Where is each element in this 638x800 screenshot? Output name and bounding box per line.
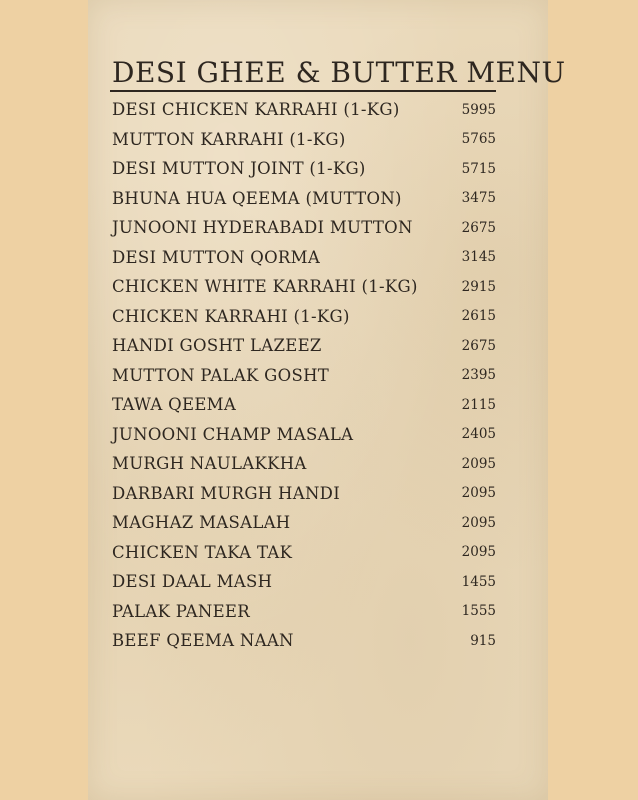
item-price: 2095 [461, 514, 496, 531]
item-price: 3475 [461, 190, 496, 207]
menu-item [112, 597, 498, 627]
menu-item [112, 538, 498, 568]
item-name: JUNOONI CHAMP MASALA [112, 424, 354, 444]
menu-item [112, 479, 498, 509]
item-price: 3145 [461, 249, 496, 266]
item-name: CHICKEN KARRAHI (1-KG) [112, 306, 350, 326]
menu-item [112, 508, 498, 538]
item-name: MURGH NAULAKKHA [112, 454, 307, 474]
menu-item [112, 95, 498, 125]
item-price: 5715 [461, 160, 496, 177]
menu-item [112, 361, 498, 391]
menu-item [112, 567, 498, 597]
item-price: 2095 [461, 485, 496, 502]
item-price: 2115 [461, 396, 496, 413]
item-name: CHICKEN TAKA TAK [112, 542, 293, 562]
menu-list [112, 95, 498, 656]
item-price: 2615 [461, 308, 496, 325]
menu-item [112, 125, 498, 155]
item-price: 2095 [461, 544, 496, 561]
item-price: 2675 [461, 219, 496, 236]
item-name: JUNOONI HYDERABADI MUTTON [112, 218, 413, 238]
item-name: PALAK PANEER [112, 601, 251, 621]
menu-title: DESI GHEE & BUTTER MENU [112, 56, 566, 89]
title-underline [110, 90, 496, 92]
item-price: 5995 [461, 101, 496, 118]
item-name: DESI MUTTON QORMA [112, 247, 321, 267]
item-price: 1455 [461, 573, 496, 590]
item-price: 2405 [461, 426, 496, 443]
item-price: 5765 [461, 131, 496, 148]
menu-item [112, 154, 498, 184]
item-price: 2095 [461, 455, 496, 472]
item-name: HANDI GOSHT LAZEEZ [112, 336, 322, 356]
menu-item [112, 449, 498, 479]
menu-item [112, 213, 498, 243]
item-price: 2395 [461, 367, 496, 384]
item-price: 915 [470, 632, 496, 649]
menu-item [112, 626, 498, 656]
item-name: CHICKEN WHITE KARRAHI (1-KG) [112, 277, 418, 297]
item-name: DESI DAAL MASH [112, 572, 273, 592]
item-price: 1555 [461, 603, 496, 620]
item-price: 2915 [461, 278, 496, 295]
menu-item [112, 243, 498, 273]
menu-item [112, 390, 498, 420]
menu-item [112, 272, 498, 302]
menu-item [112, 420, 498, 450]
menu-item [112, 331, 498, 361]
item-name: TAWA QEEMA [112, 395, 237, 415]
item-name: BHUNA HUA QEEMA (MUTTON) [112, 188, 402, 208]
menu-item [112, 302, 498, 332]
item-name: MAGHAZ MASALAH [112, 513, 291, 533]
item-name: MUTTON KARRAHI (1-KG) [112, 129, 346, 149]
item-name: BEEF QEEMA NAAN [112, 631, 294, 651]
item-name: DARBARI MURGH HANDI [112, 483, 341, 503]
item-name: DESI MUTTON JOINT (1-KG) [112, 159, 366, 179]
menu-item [112, 184, 498, 214]
item-name: DESI CHICKEN KARRAHI (1-KG) [112, 100, 400, 120]
item-price: 2675 [461, 337, 496, 354]
item-name: MUTTON PALAK GOSHT [112, 365, 330, 385]
